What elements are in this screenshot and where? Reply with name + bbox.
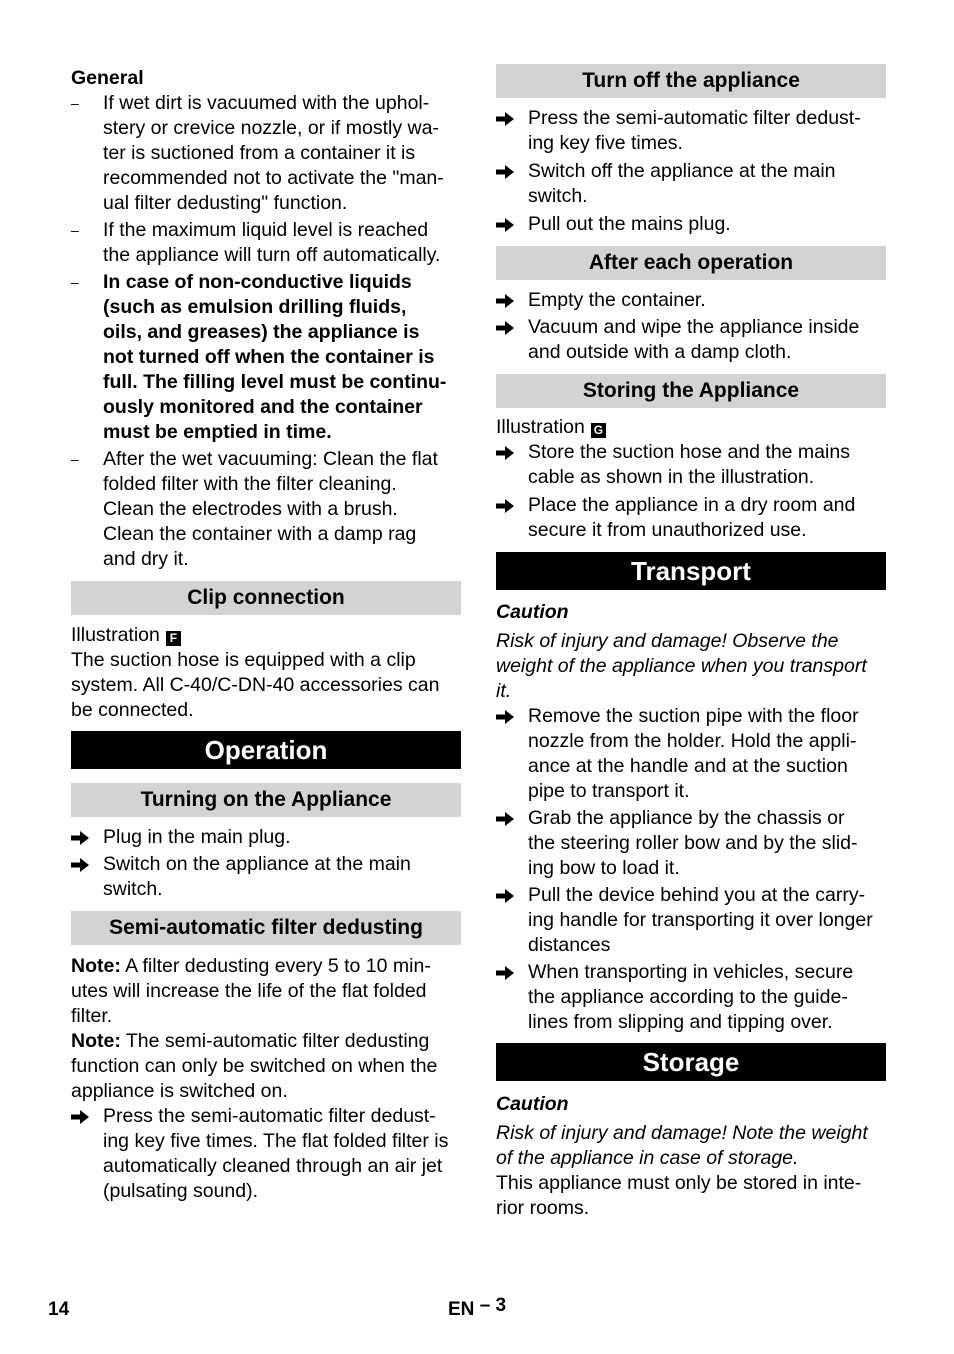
list-item bbox=[496, 493, 886, 543]
arrow-right-icon bbox=[496, 888, 516, 904]
dash-marker: – bbox=[71, 451, 79, 467]
after-operation-heading: After each operation bbox=[496, 246, 886, 280]
list-item-text: After the wet vacuuming: Clean the flat folded filter with the filter cleaning. Clean the electrodes with a brush. Clean the container with a damp rag and dry it. bbox=[103, 448, 438, 570]
list-item-text: Press the semi-automatic filter dedust- ing key five times. bbox=[528, 107, 861, 154]
list-item bbox=[496, 159, 886, 209]
list-item bbox=[496, 883, 886, 958]
storing-illustration-ref bbox=[496, 415, 886, 440]
list-item bbox=[496, 288, 886, 313]
list-item bbox=[71, 825, 461, 850]
turn-off-list bbox=[496, 106, 886, 237]
note-text: The semi-automatic filter dedusting function can only be switched on when the appliance is switched on. bbox=[71, 1030, 438, 1102]
dash-marker: – bbox=[71, 222, 79, 238]
transport-heading: Transport bbox=[496, 552, 886, 590]
illustration-g-icon: G bbox=[591, 423, 606, 438]
clip-text: The suction hose is equipped with a clip system. All C-40/C-DN-40 accessories can be connected. bbox=[71, 649, 440, 721]
list-item-text: Store the suction hose and the mains cable as shown in the illustration. bbox=[528, 441, 850, 488]
arrow-right-icon bbox=[71, 830, 91, 846]
list-item bbox=[496, 212, 886, 237]
list-item bbox=[496, 106, 886, 156]
arrow-right-icon bbox=[496, 293, 516, 309]
list-item-text: Place the appliance in a dry room and secure it from unauthorized use. bbox=[528, 494, 856, 541]
note-label: Note: bbox=[71, 955, 121, 977]
list-item-text: Switch on the appliance at the main switch. bbox=[103, 853, 411, 900]
footer-lang: EN bbox=[448, 1299, 475, 1320]
arrow-right-icon bbox=[496, 217, 516, 233]
arrow-right-icon bbox=[496, 111, 516, 127]
clip-connection-heading: Clip connection bbox=[71, 581, 461, 615]
dash-marker: – bbox=[71, 95, 79, 111]
list-item bbox=[71, 91, 461, 216]
list-item-text: Vacuum and wipe the appliance inside and outside with a damp cloth. bbox=[528, 316, 860, 363]
left-column bbox=[71, 64, 461, 1204]
note-text: A filter dedusting every 5 to 10 min- utes will increase the life of the flat folded filter. bbox=[71, 955, 431, 1027]
right-column bbox=[496, 64, 886, 1221]
arrow-right-icon bbox=[71, 857, 91, 873]
list-item bbox=[71, 1104, 461, 1204]
list-item bbox=[496, 960, 886, 1035]
list-item bbox=[496, 315, 886, 365]
arrow-right-icon bbox=[496, 811, 516, 827]
storing-heading: Storing the Appliance bbox=[496, 374, 886, 408]
arrow-right-icon bbox=[496, 709, 516, 725]
arrow-right-icon bbox=[496, 965, 516, 981]
note-label: Note: bbox=[71, 1030, 121, 1052]
footer-section bbox=[448, 1297, 506, 1322]
storage-text: This appliance must only be stored in inte- rior rooms. bbox=[496, 1172, 862, 1219]
turning-on-heading: Turning on the Appliance bbox=[71, 783, 461, 817]
arrow-right-icon bbox=[71, 1109, 91, 1125]
transport-list bbox=[496, 704, 886, 1035]
list-item bbox=[71, 447, 461, 572]
list-item bbox=[71, 852, 461, 902]
list-item-text: Switch off the appliance at the main switch. bbox=[528, 160, 836, 207]
list-item-text: When transporting in vehicles, secure the appliance according to the guide- lines from slipping and tipping over. bbox=[528, 961, 854, 1033]
note-1 bbox=[71, 954, 461, 1029]
arrow-right-icon bbox=[496, 498, 516, 514]
list-item-text: If wet dirt is vacuumed with the uphol- stery or crevice nozzle, or if mostly wa- ter is suctioned from a container it is recommended not to activate the "man- ual filter dedusting" function. bbox=[103, 92, 444, 214]
semi-automatic-heading: Semi-automatic filter dedusting bbox=[71, 911, 461, 945]
illustration-f-icon: F bbox=[166, 631, 181, 646]
turning-on-list bbox=[71, 825, 461, 902]
arrow-right-icon bbox=[496, 320, 516, 336]
illustration-label: Illustration bbox=[71, 624, 160, 646]
transport-caution-text: Risk of injury and damage! Observe the weight of the appliance when you transport it. bbox=[496, 630, 867, 702]
list-item-text: If the maximum liquid level is reached the appliance will turn off automatically. bbox=[103, 219, 441, 266]
list-item-text: Pull the device behind you at the carry- ing handle for transporting it over longer distances bbox=[528, 884, 873, 956]
list-item-text: Pull out the mains plug. bbox=[528, 213, 731, 235]
transport-caution-label: Caution bbox=[496, 601, 569, 623]
dash-marker: – bbox=[71, 274, 79, 290]
illustration-label: Illustration bbox=[496, 416, 585, 438]
semi-list bbox=[71, 1104, 461, 1204]
list-item-text: Plug in the main plug. bbox=[103, 826, 291, 848]
footer-section-number: – 3 bbox=[479, 1295, 507, 1316]
list-item-text: Grab the appliance by the chassis or the steering roller bow and by the slid- ing bow to load it. bbox=[528, 807, 858, 879]
general-list bbox=[71, 91, 461, 572]
arrow-right-icon bbox=[496, 164, 516, 180]
storage-heading: Storage bbox=[496, 1043, 886, 1081]
list-item bbox=[496, 704, 886, 804]
arrow-right-icon bbox=[496, 445, 516, 461]
list-item-text: Empty the container. bbox=[528, 289, 706, 311]
note-2 bbox=[71, 1029, 461, 1104]
clip-illustration-ref bbox=[71, 623, 461, 648]
list-item-text: Remove the suction pipe with the floor nozzle from the holder. Hold the appli- ance at the handle and at the suction pipe to transport it. bbox=[528, 705, 859, 802]
general-heading: General bbox=[71, 67, 144, 89]
storage-caution-label: Caution bbox=[496, 1093, 569, 1115]
storing-list bbox=[496, 440, 886, 543]
storage-caution-text: Risk of injury and damage! Note the weight of the appliance in case of storage. bbox=[496, 1122, 868, 1169]
list-item bbox=[496, 440, 886, 490]
list-item-text: Press the semi-automatic filter dedust- ing key five times. The flat folded filter is automatically cleaned through an air jet (pulsating sound). bbox=[103, 1105, 449, 1202]
turn-off-heading: Turn off the appliance bbox=[496, 64, 886, 98]
page-number: 14 bbox=[48, 1299, 70, 1320]
list-item bbox=[71, 270, 461, 445]
list-item-text: In case of non-conductive liquids (such as emulsion drilling fluids, oils, and greases) the appliance is not turned off when the container is full. The filling level must be continu- ously monitored and the container must be emptied in time. bbox=[103, 271, 447, 443]
operation-heading: Operation bbox=[71, 731, 461, 769]
after-list bbox=[496, 288, 886, 365]
list-item bbox=[71, 218, 461, 268]
list-item bbox=[496, 806, 886, 881]
